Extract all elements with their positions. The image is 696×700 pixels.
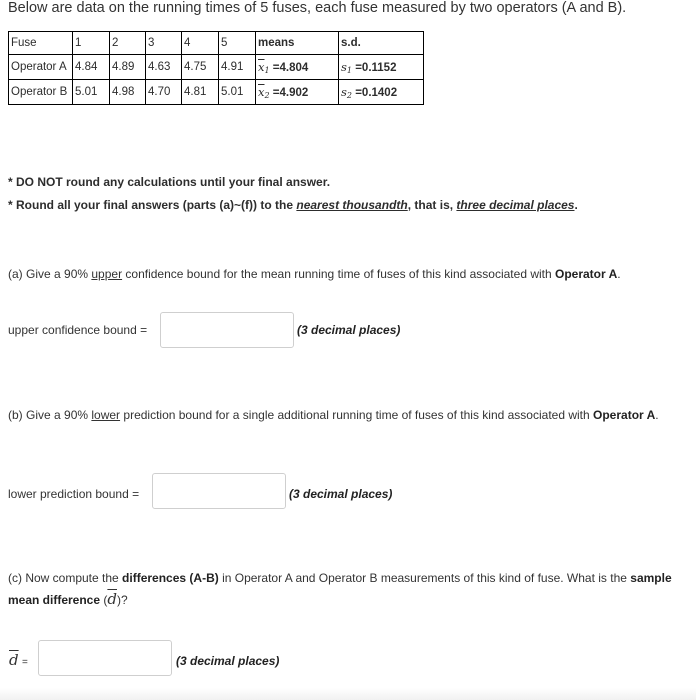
question-bold: Operator A: [555, 267, 618, 281]
question-bold: Operator A: [593, 408, 656, 422]
xbar-symbol: $\overline{x}$: [258, 59, 265, 74]
mean-cell: [256, 55, 339, 80]
decimal-hint: (3 decimal places): [289, 487, 393, 501]
question-text: in Operator A and Operator B measurements of this kind of fuse. What is the: [218, 571, 631, 585]
question-text: )?: [117, 593, 128, 607]
note-emphasis: three decimal places: [456, 198, 575, 212]
row-label: Operator B: [9, 80, 73, 105]
question-b: [8, 405, 692, 426]
question-text: .: [617, 267, 621, 281]
upper-bound-input[interactable]: [160, 312, 294, 348]
table-header-row: [9, 32, 424, 55]
header-means: means: [256, 32, 339, 55]
table-cell: 4.70: [146, 80, 182, 105]
xbar-subscript: 1: [264, 65, 270, 75]
header-fuse-4: 4: [182, 32, 219, 55]
dbar-symbol: $\overline{d}$: [9, 651, 19, 669]
sd-value: =0.1152: [355, 61, 397, 74]
xbar-symbol: $\overline{x}$: [258, 84, 265, 99]
table-cell: 4.81: [182, 80, 219, 105]
fuse-data-table: [8, 31, 424, 105]
question-text: .: [655, 408, 659, 422]
sd-value: =0.1402: [355, 86, 398, 99]
table-cell: 5.01: [219, 80, 256, 105]
header-fuse-5: 5: [219, 32, 256, 55]
table-cell: 4.63: [146, 55, 182, 80]
table-cell: 4.75: [182, 55, 219, 80]
mean-value: =4.902: [272, 86, 309, 99]
note-text: * Round all your final answers (parts (a)~(f)) to the: [8, 198, 297, 212]
mean-value: =4.804: [272, 61, 309, 74]
question-a: [8, 264, 688, 285]
row-label: Operator A: [9, 55, 73, 80]
question-text: prediction bound for a single additional running time of fuses of this kind associated with: [120, 408, 594, 422]
note-no-rounding: * DO NOT round any calculations until your final answer.: [8, 175, 331, 189]
sd-cell: [339, 55, 424, 80]
s-symbol: s: [341, 84, 347, 99]
table-row: [9, 80, 424, 105]
s-symbol: s: [341, 59, 347, 74]
question-keyword: lower: [91, 408, 121, 422]
question-text: (b) Give a 90%: [8, 408, 92, 422]
question-text: (c) Now compute the: [8, 571, 123, 585]
note-round-final: [8, 198, 578, 212]
intro-text: Below are data on the running times of 5 fuses, each fuse measured by two operators (A and B).: [8, 0, 627, 16]
dbar-symbol: $\overline{d}$: [107, 590, 117, 608]
s-subscript: 1: [346, 65, 352, 75]
decimal-hint: (3 decimal places): [297, 323, 401, 337]
dbar-label: [9, 651, 28, 669]
question-text: (: [100, 593, 108, 607]
note-text: .: [574, 198, 578, 212]
table-cell: 5.01: [73, 80, 110, 105]
header-fuse-1: 1: [73, 32, 110, 55]
mean-cell: [256, 80, 339, 105]
note-text: , that is,: [407, 198, 457, 212]
table-cell: 4.98: [110, 80, 146, 105]
question-text: confidence bound for the mean running time of fuses of this kind associated with: [122, 267, 555, 281]
upper-bound-label: upper confidence bound =: [8, 323, 148, 337]
table-cell: 4.91: [219, 55, 256, 80]
question-c: [8, 568, 680, 611]
note-emphasis: nearest thousandth: [296, 198, 408, 212]
s-subscript: 2: [346, 90, 352, 100]
question-bold: sample mean difference: [8, 571, 672, 607]
lower-bound-input[interactable]: [152, 473, 286, 509]
header-fuse-2: 2: [110, 32, 146, 55]
header-fuse-3: 3: [146, 32, 182, 55]
table-cell: 4.89: [110, 55, 146, 80]
table-cell: 4.84: [73, 55, 110, 80]
question-bold: differences (A-B): [122, 571, 219, 585]
equals-sign: =: [21, 657, 28, 668]
sd-cell: [339, 80, 424, 105]
question-keyword: upper: [91, 267, 123, 281]
mean-difference-input[interactable]: [38, 640, 172, 676]
page-bottom-edge: [0, 688, 696, 700]
question-text: (a) Give a 90%: [8, 267, 92, 281]
header-sd: s.d.: [339, 32, 424, 55]
xbar-subscript: 2: [264, 90, 270, 100]
table-row: [9, 55, 424, 80]
header-fuse: Fuse: [9, 32, 73, 55]
lower-bound-label: lower prediction bound =: [8, 487, 140, 501]
decimal-hint: (3 decimal places): [176, 654, 280, 668]
